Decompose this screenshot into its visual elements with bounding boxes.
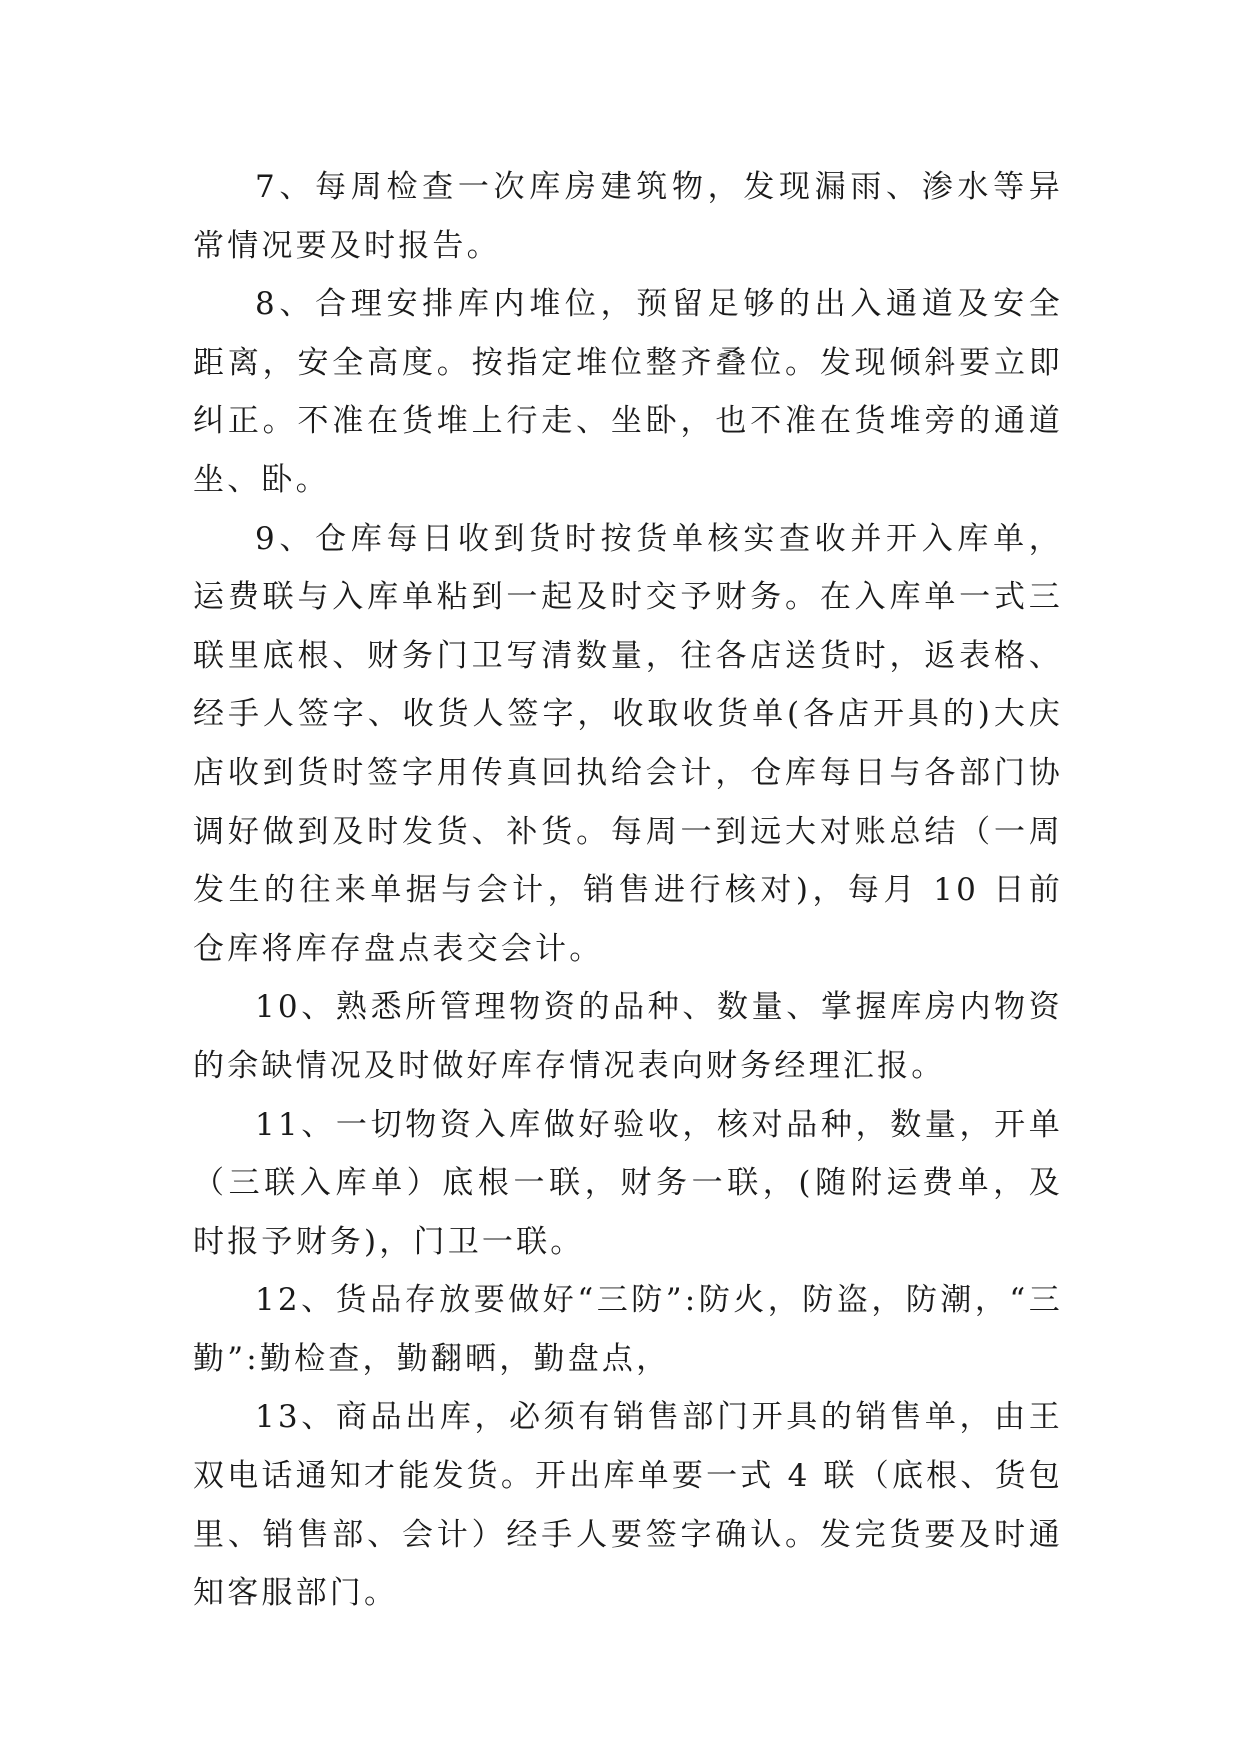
paragraph-item-12: 12、货品存放要做好“三防”:防火，防盗，防潮，“三勤”:勤检查，勤翻晒，勤盘点， (193, 1282, 1063, 1377)
paragraph-item-8: 8、合理安排库内堆位，预留足够的出入通道及安全距离，安全高度。按指定堆位整齐叠位。发现倾斜要立即纠正。不准在货堆上行走、坐卧，也不准在货堆旁的通道坐、卧。 (193, 286, 1063, 498)
paragraph-item-9: 9、仓库每日收到货时按货单核实查收并开入库单，运费联与入库单粘到一起及时交予财务。在入库单一式三联里底根、财务门卫写清数量，往各店送货时，返表格、经手人签字、收货人签字，收取收货单(各店开具的)大庆店收到货时签字用传真回执给会计，仓库每日与各部门协调好做到及时发货、补货。每周一到远大对账总结（一周发生的往来单据与会计，销售进行核对)，每月 10 日前仓库将库存盘点表交会计。 (193, 520, 1063, 967)
paragraph-item-11: 11、一切物资入库做好验收，核对品种，数量，开单（三联入库单）底根一联，财务一联，(随附运费单，及时报予财务)，门卫一联。 (193, 1106, 1063, 1260)
paragraph-item-13: 13、商品出库，必须有销售部门开具的销售单，由王双电话通知才能发货。开出库单要一式 4 联（底根、货包里、销售部、会计）经手人要签字确认。发完货要及时通知客服部门。 (193, 1399, 1063, 1612)
paragraph-item-10: 10、熟悉所管理物资的品种、数量、掌握库房内物资的余缺情况及时做好库存情况表向财务经理汇报。 (193, 989, 1063, 1084)
document-body (193, 158, 1063, 1623)
paragraph-item-7: 7、每周检查一次库房建筑物，发现漏雨、渗水等异常情况要及时报告。 (193, 169, 1063, 264)
